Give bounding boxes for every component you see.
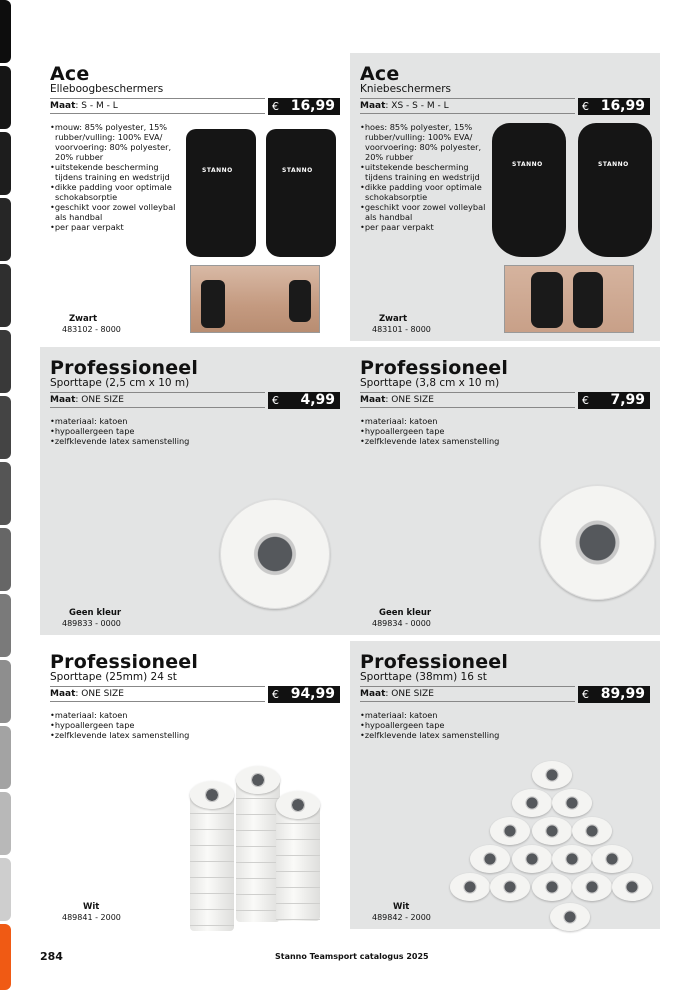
size-value: : ONE SIZE	[385, 395, 434, 405]
tape-roll	[572, 817, 612, 845]
feature-item: • hoes: 85% polyester, 15% rubber/vulling: 100% EVA/ voorvoering: 80% polyester, 20% rubber	[360, 122, 495, 162]
feature-item: • dikke padding voor optimale schokabsorptie	[50, 182, 185, 202]
tape-roll	[512, 789, 552, 817]
section-tab	[0, 264, 11, 327]
tape-roll	[572, 873, 612, 901]
product-subtitle: Kniebeschermers	[360, 83, 452, 95]
feature-list	[360, 710, 600, 740]
catalog-title: Stanno Teamsport catalogus 2025	[275, 952, 429, 961]
color-name: Zwart	[69, 314, 98, 324]
tape-roll	[532, 761, 572, 789]
currency-symbol: €	[272, 394, 279, 407]
size-row	[360, 392, 575, 408]
currency-symbol: €	[582, 394, 589, 407]
size-label: Maat	[360, 395, 386, 405]
product-title: Ace	[360, 63, 400, 85]
price-tag	[268, 686, 340, 703]
currency-symbol: €	[582, 688, 589, 701]
article-number: 489841 - 2000	[62, 913, 121, 922]
feature-item: • per paar verpakt	[50, 222, 185, 232]
product-subtitle: Sporttape (3,8 cm x 10 m)	[360, 377, 500, 389]
tape-roll	[512, 845, 552, 873]
tape-roll	[532, 817, 572, 845]
tape-roll	[470, 845, 510, 873]
feature-item: • zelfklevende latex samenstelling	[360, 730, 600, 740]
size-value: : ONE SIZE	[75, 689, 124, 699]
article-number: 483101 - 8000	[372, 325, 431, 334]
section-tab	[0, 660, 11, 723]
price-value: 7,99	[610, 392, 645, 408]
feature-item: • hypoallergeen tape	[50, 426, 290, 436]
page-number: 284	[40, 950, 63, 963]
feature-item: • uitstekende bescherming tijdens training en wedstrijd	[360, 162, 495, 182]
color-name: Geen kleur	[69, 608, 122, 618]
feature-item: • materiaal: katoen	[50, 416, 290, 426]
product-title: Professioneel	[360, 651, 509, 673]
tape-roll	[490, 873, 530, 901]
tape-roll	[552, 789, 592, 817]
price-value: 16,99	[600, 98, 645, 114]
tape-roll-image	[540, 485, 655, 600]
section-tab	[0, 462, 11, 525]
product-subtitle: Elleboogbeschermers	[50, 83, 164, 95]
knee-pad-image: STANNO	[492, 123, 566, 257]
product-subtitle: Sporttape (38mm) 16 st	[360, 671, 487, 683]
product-card	[40, 53, 350, 341]
elbow-pad-image: STANNO	[266, 129, 336, 257]
section-tab	[0, 528, 11, 591]
product-title: Professioneel	[360, 357, 509, 379]
article-number: 489833 - 0000	[62, 619, 121, 628]
product-title: Ace	[50, 63, 90, 85]
section-tab	[0, 66, 11, 129]
size-value: : XS - S - M - L	[385, 101, 449, 111]
currency-symbol: €	[272, 100, 279, 113]
tape-roll	[552, 845, 592, 873]
feature-item: • materiaal: katoen	[50, 710, 290, 720]
color-name: Wit	[393, 902, 410, 912]
price-tag	[578, 686, 650, 703]
product-card	[350, 53, 660, 341]
size-row	[360, 98, 575, 114]
tape-roll	[490, 817, 530, 845]
size-row	[50, 392, 265, 408]
section-tab	[0, 726, 11, 789]
article-number: 489842 - 2000	[372, 913, 431, 922]
tape-roll	[532, 873, 572, 901]
size-row	[50, 686, 265, 702]
product-card	[350, 641, 660, 929]
feature-item: • hypoallergeen tape	[360, 720, 600, 730]
tape-roll	[612, 873, 652, 901]
elbow-pad-image: STANNO	[186, 129, 256, 257]
price-value: 16,99	[290, 98, 335, 114]
product-title: Professioneel	[50, 651, 199, 673]
article-number: 489834 - 0000	[372, 619, 431, 628]
tape-roll-image	[220, 499, 330, 609]
color-name: Wit	[83, 902, 100, 912]
tape-stack	[236, 766, 280, 922]
feature-list	[360, 416, 600, 446]
section-tab	[0, 858, 11, 921]
tape-roll	[592, 845, 632, 873]
price-tag	[268, 392, 340, 409]
section-tab	[0, 132, 11, 195]
tape-roll	[550, 903, 590, 931]
section-tab	[0, 594, 11, 657]
size-value: : ONE SIZE	[385, 689, 434, 699]
product-card	[350, 347, 660, 635]
feature-item: • mouw: 85% polyester, 15% rubber/vulling: 100% EVA/ voorvoering: 80% polyester, 20% rubber	[50, 122, 185, 162]
color-name: Geen kleur	[379, 608, 432, 618]
feature-item: • zelfklevende latex samenstelling	[360, 436, 600, 446]
price-tag	[578, 392, 650, 409]
product-subtitle: Sporttape (25mm) 24 st	[50, 671, 177, 683]
section-tab	[0, 396, 11, 459]
section-tab	[0, 330, 11, 393]
knee-pad-worn-photo	[504, 265, 634, 333]
feature-list	[50, 710, 290, 740]
feature-item: • dikke padding voor optimale schokabsorptie	[360, 182, 495, 202]
price-value: 94,99	[290, 686, 335, 702]
elbow-pad-worn-photo	[190, 265, 320, 333]
feature-item: • hypoallergeen tape	[360, 426, 600, 436]
knee-pad-image: STANNO	[578, 123, 652, 257]
size-row	[360, 686, 575, 702]
section-tab	[0, 792, 11, 855]
section-tab	[0, 924, 11, 990]
price-value: 89,99	[600, 686, 645, 702]
price-tag	[578, 98, 650, 115]
feature-item: • materiaal: katoen	[360, 416, 600, 426]
feature-item: • per paar verpakt	[360, 222, 495, 232]
tape-roll	[450, 873, 490, 901]
size-label: Maat	[360, 689, 386, 699]
feature-item: • geschikt voor zowel volleybal als handbal	[360, 202, 495, 222]
price-value: 4,99	[300, 392, 335, 408]
color-name: Zwart	[379, 314, 408, 324]
tape-stack	[190, 781, 234, 931]
feature-item: • materiaal: katoen	[360, 710, 600, 720]
feature-list	[50, 122, 185, 232]
price-tag	[268, 98, 340, 115]
size-value: : S - M - L	[75, 101, 118, 111]
feature-item: • zelfklevende latex samenstelling	[50, 730, 290, 740]
feature-item: • uitstekende bescherming tijdens training en wedstrijd	[50, 162, 185, 182]
tape-stack	[276, 791, 320, 921]
product-title: Professioneel	[50, 357, 199, 379]
article-number: 483102 - 8000	[62, 325, 121, 334]
section-tab	[0, 0, 11, 63]
product-card	[40, 641, 350, 929]
size-row	[50, 98, 265, 114]
currency-symbol: €	[582, 100, 589, 113]
feature-item: • hypoallergeen tape	[50, 720, 290, 730]
product-card	[40, 347, 350, 635]
feature-item: • geschikt voor zowel volleybal als handbal	[50, 202, 185, 222]
size-label: Maat	[50, 395, 76, 405]
product-subtitle: Sporttape (2,5 cm x 10 m)	[50, 377, 190, 389]
size-label: Maat	[50, 689, 76, 699]
feature-list	[50, 416, 290, 446]
size-label: Maat	[50, 101, 76, 111]
feature-item: • zelfklevende latex samenstelling	[50, 436, 290, 446]
size-label: Maat	[360, 101, 386, 111]
section-tab	[0, 198, 11, 261]
feature-list	[360, 122, 495, 232]
size-value: : ONE SIZE	[75, 395, 124, 405]
currency-symbol: €	[272, 688, 279, 701]
